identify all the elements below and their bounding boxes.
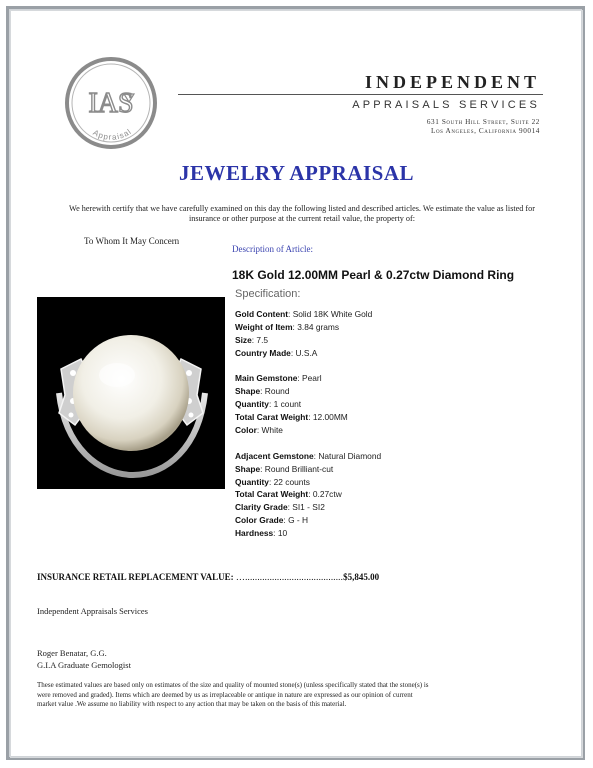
spec-main-shape: Shape: Round [235,386,290,397]
brand-address-line1: 631 South Hill Street, Suite 22 [426,118,540,126]
spec-main-quantity: Quantity: 1 count [235,399,302,410]
description-label: Description of Article: [232,244,313,254]
spec-country: Country Made: U.S.A [235,347,318,358]
spec-hardness: Hardness: 10 [235,528,288,539]
spec-weight: Weight of Item: 3.84 grams [235,321,340,332]
spec-clarity: Clarity Grade: SI1 - SI2 [235,502,325,513]
brand-subtitle: APPRAISALS SERVICES [352,99,540,111]
leader-dots: …........................................ [235,572,344,582]
insurance-value-line [37,572,379,582]
specification-label: Specification: [235,288,301,300]
spec-main-color: Color: White [235,425,283,436]
brand-header [330,72,540,135]
specification-list [235,308,381,540]
signer-title: G.I.A Graduate Gemologist [37,660,131,670]
ias-logo [64,56,158,150]
pearl [73,335,189,451]
insurance-label: INSURANCE RETAIL REPLACEMENT VALUE: [37,572,234,582]
disclaimer-line1: These estimated values are based only on estimates of the size and quality of mounted stone(s) (unless specifically stated that the stone(s) is [37,681,429,689]
spec-size: Size: 7.5 [235,334,269,345]
certification-text [46,204,558,224]
brand-title: INDEPENDENT [364,72,540,92]
signer-name: Roger Benatar, G.G. [37,648,107,658]
insurance-amount: $5,845.00 [343,572,380,582]
spec-gold-content: Gold Content: Solid 18K White Gold [235,309,373,319]
company-name: Independent Appraisals Services [37,606,148,616]
logo-letters: IAS [88,88,134,119]
spec-main-gemstone: Main Gemstone: Pearl [235,373,322,384]
recipient: To Whom It May Concern [84,236,180,246]
spec-adjacent-carat: Total Carat Weight: 0.27ctw [235,489,342,500]
item-title: 18K Gold 12.00MM Pearl & 0.27ctw Diamond Ring [232,268,515,282]
certification-line2: insurance or other purpose at the current retail value, the property of: [189,214,415,223]
spec-adjacent-gemstone: Adjacent Gemstone: Natural Diamond [235,450,382,461]
spec-main-carat: Total Carat Weight: 12.00MM [235,412,348,423]
certification-line1: We herewith certify that we have carefully examined on this day the following listed and described articles. We estimate the value as listed for [69,204,535,213]
logo-arc-text: Appraisal [91,126,134,142]
disclaimer-line2: were removed and graded). Items which are deemed by us as irreplaceable or antique in nature are expressed as our opinion of current [37,690,413,699]
spec-adjacent-quantity: Quantity: 22 counts [235,476,310,487]
document-title: JEWELRY APPRAISAL [178,161,415,185]
spec-adjacent-shape: Shape: Round Brilliant-cut [235,463,334,474]
ring-photo [37,297,225,489]
disclaimer [37,681,527,710]
brand-divider [178,94,543,95]
brand-address-line2: Los Angeles, California 90014 [430,127,540,135]
spec-color-grade: Color Grade: G - H [235,515,309,526]
disclaimer-line3: market value .We assume no liability with respect to any action that may be taken on the basis of this material. [37,700,347,709]
